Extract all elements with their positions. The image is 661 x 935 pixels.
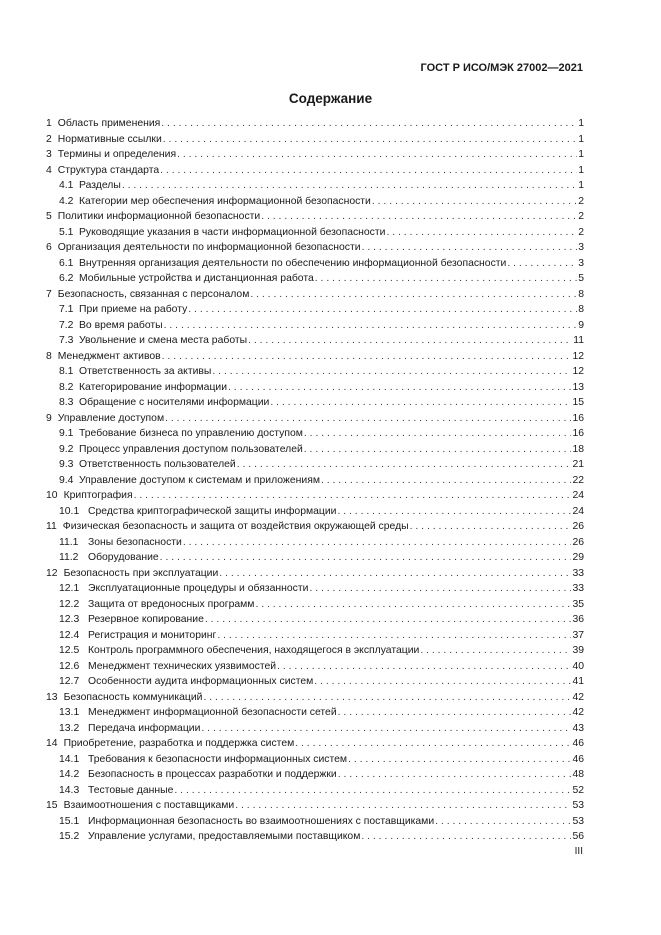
document-code: ГОСТ Р ИСО/МЭК 27002—2021 [420, 62, 583, 74]
toc-entry-number: 8.2 [59, 381, 74, 393]
toc-dot-leader [410, 521, 572, 532]
toc-entry-title: Менеджмент активов [57, 350, 161, 362]
toc-entry-page: 48 [572, 769, 584, 780]
toc-entry-title: Термины и определения [57, 149, 177, 160]
toc-entry-number: 11 [46, 521, 57, 532]
toc-entry-page: 39 [572, 645, 584, 656]
toc-entry-number: 10 [46, 490, 58, 501]
toc-section-entry[interactable] [46, 413, 584, 429]
toc-dot-leader [162, 351, 572, 362]
toc-entry-number: 2 [46, 133, 52, 145]
toc-entry-title: Приобретение, разработка и поддержка систем [63, 738, 295, 749]
toc-entry-title: Во время работы [79, 319, 163, 331]
toc-entry-title: Разделы [79, 180, 121, 191]
toc-dot-leader [304, 428, 572, 439]
toc-entry-number: 13.2 [59, 722, 80, 734]
toc-subsection-entry[interactable] [46, 382, 584, 398]
toc-dot-leader [177, 149, 577, 160]
table-of-contents [46, 118, 584, 847]
toc-subsection-entry[interactable] [46, 676, 584, 692]
toc-subsection-entry[interactable] [46, 785, 584, 801]
toc-entry-title: Особенности аудита информационных систем [88, 676, 314, 687]
toc-dot-leader [338, 769, 572, 780]
toc-subsection-entry[interactable] [46, 227, 584, 243]
toc-subsection-entry[interactable] [46, 769, 584, 785]
toc-dot-leader [348, 754, 571, 765]
toc-dot-leader [255, 599, 571, 610]
toc-entry-page: 26 [572, 521, 584, 532]
toc-dot-leader [219, 568, 571, 579]
toc-entry-number: 13.1 [59, 707, 80, 718]
toc-entry-number: 14.3 [59, 784, 80, 796]
toc-entry-title: Область применения [57, 118, 161, 129]
toc-entry-page: 18 [572, 443, 584, 455]
toc-entry-number: 4.1 [59, 180, 74, 191]
toc-entry-page: 1 [578, 118, 584, 129]
toc-subsection-entry[interactable] [46, 537, 584, 553]
toc-entry-title: Структура стандарта [57, 164, 160, 176]
toc-dot-leader [372, 196, 577, 207]
toc-section-entry[interactable] [46, 165, 584, 181]
toc-entry-number: 12.4 [59, 629, 80, 641]
toc-entry-page: 1 [578, 133, 584, 145]
toc-subsection-entry[interactable] [46, 816, 584, 832]
toc-dot-leader [261, 211, 577, 222]
toc-entry-page: 16 [572, 412, 584, 424]
toc-section-entry[interactable] [46, 351, 584, 367]
toc-subsection-entry[interactable] [46, 304, 584, 320]
toc-entry-title: Безопасность, связанная с персоналом [57, 288, 250, 300]
toc-entry-title: Передача информации [88, 722, 201, 734]
toc-dot-leader [338, 707, 572, 718]
toc-dot-leader [201, 723, 571, 734]
toc-dot-leader [309, 583, 571, 594]
toc-dot-leader [362, 242, 578, 253]
toc-subsection-entry[interactable] [46, 320, 584, 336]
toc-subsection-entry[interactable] [46, 614, 584, 630]
toc-section-entry[interactable] [46, 242, 584, 258]
toc-entry-number: 12 [46, 567, 58, 579]
toc-dot-leader [164, 320, 578, 331]
toc-entry-number: 1 [46, 118, 52, 129]
toc-entry-number: 11.1 [59, 536, 79, 548]
toc-dot-leader [183, 537, 572, 548]
toc-entry-page: 53 [572, 815, 584, 827]
toc-subsection-entry[interactable] [46, 661, 584, 677]
toc-entry-title: Средства криптографической защиты информации [88, 505, 337, 517]
toc-entry-title: При приеме на работу [79, 304, 188, 315]
toc-entry-title: Внутренняя организация деятельности по обеспечению информационной безопасности [79, 257, 507, 269]
toc-subsection-entry[interactable] [46, 707, 584, 723]
toc-dot-leader [228, 382, 571, 393]
toc-entry-title: Категории мер обеспечения информационной безопасности [79, 195, 371, 207]
toc-entry-title: Требование бизнеса по управлению доступом [79, 428, 303, 439]
toc-entry-title: Требования к безопасности информационных систем [88, 753, 348, 765]
toc-entry-number: 7.3 [59, 335, 74, 346]
toc-entry-title: Безопасность коммуникаций [63, 691, 203, 703]
toc-subsection-entry[interactable] [46, 583, 584, 599]
toc-entry-title: Защита от вредоносных программ [88, 598, 255, 610]
toc-subsection-entry[interactable] [46, 831, 584, 847]
toc-entry-page: 3 [578, 257, 584, 269]
toc-entry-title: Увольнение и смена места работы [79, 335, 248, 346]
toc-entry-number: 6.1 [59, 257, 74, 269]
toc-dot-leader [314, 676, 571, 687]
toc-dot-leader [337, 506, 571, 517]
toc-subsection-entry[interactable] [46, 258, 584, 274]
toc-dot-leader [235, 800, 571, 811]
toc-entry-page: 41 [572, 676, 584, 687]
toc-dot-leader [212, 366, 571, 377]
toc-section-entry[interactable] [46, 211, 584, 227]
toc-dot-leader [270, 397, 571, 408]
toc-entry-page: 2 [578, 226, 584, 238]
toc-section-entry[interactable] [46, 568, 584, 584]
toc-entry-number: 15.1 [59, 815, 80, 827]
toc-entry-title: Организация деятельности по информационной безопасности [57, 242, 361, 253]
toc-subsection-entry[interactable] [46, 754, 584, 770]
toc-entry-page: 1 [578, 149, 584, 160]
toc-entry-title: Обращение с носителями информации [79, 397, 270, 408]
toc-entry-title: Безопасность при эксплуатации [63, 567, 219, 579]
toc-entry-number: 8.1 [59, 366, 74, 377]
toc-entry-number: 7.1 [59, 304, 74, 315]
toc-entry-title: Менеджмент технических уязвимостей [88, 660, 277, 672]
toc-entry-title: Категорирование информации [79, 381, 228, 393]
toc-entry-page: 35 [572, 598, 584, 610]
toc-entry-title: Тестовые данные [88, 784, 174, 796]
toc-dot-leader [295, 738, 571, 749]
toc-entry-title: Взаимоотношения с поставщиками [63, 800, 235, 811]
toc-entry-page: 53 [572, 800, 584, 811]
toc-subsection-entry[interactable] [46, 459, 584, 475]
toc-subsection-entry[interactable] [46, 506, 584, 522]
toc-entry-page: 8 [578, 288, 584, 300]
toc-entry-page: 24 [572, 490, 584, 501]
toc-subsection-entry[interactable] [46, 552, 584, 568]
toc-entry-number: 9.1 [59, 428, 74, 439]
toc-entry-page: 1 [578, 164, 584, 176]
toc-entry-number: 15 [46, 800, 58, 811]
toc-entry-number: 9 [46, 412, 52, 424]
toc-entry-number: 12.6 [59, 660, 80, 672]
toc-entry-number: 8 [46, 350, 52, 362]
toc-entry-page: 13 [572, 381, 584, 393]
toc-dot-leader [160, 165, 577, 176]
toc-entry-number: 13 [46, 691, 58, 703]
toc-entry-title: Информационная безопасность во взаимоотношениях с поставщиками [88, 815, 435, 827]
toc-dot-leader [250, 289, 577, 300]
toc-entry-number: 4.2 [59, 195, 74, 207]
toc-section-entry[interactable] [46, 134, 584, 150]
toc-dot-leader [205, 614, 572, 625]
toc-section-entry[interactable] [46, 521, 584, 537]
toc-section-entry[interactable] [46, 800, 584, 816]
toc-dot-leader [386, 227, 577, 238]
toc-entry-title: Процесс управления доступом пользователей [79, 443, 303, 455]
toc-subsection-entry[interactable] [46, 444, 584, 460]
toc-entry-number: 11.2 [59, 552, 79, 563]
toc-subsection-entry[interactable] [46, 366, 584, 382]
toc-entry-page: 12 [572, 350, 584, 362]
toc-entry-page: 42 [572, 707, 584, 718]
toc-entry-title: Резервное копирование [88, 614, 204, 625]
toc-subsection-entry[interactable] [46, 335, 584, 351]
toc-dot-leader [304, 444, 572, 455]
toc-entry-page: 21 [572, 459, 584, 470]
toc-dot-leader [435, 816, 571, 827]
toc-entry-page: 8 [578, 304, 584, 315]
toc-entry-number: 12.1 [59, 583, 80, 594]
toc-entry-page: 12 [572, 366, 584, 377]
toc-section-entry[interactable] [46, 118, 584, 134]
toc-entry-page: 42 [572, 691, 584, 703]
toc-section-entry[interactable] [46, 692, 584, 708]
toc-entry-title: Управление доступом [57, 412, 165, 424]
toc-dot-leader [160, 552, 572, 563]
toc-entry-number: 3 [46, 149, 52, 160]
toc-entry-page: 46 [572, 738, 584, 749]
toc-entry-page: 52 [572, 784, 584, 796]
toc-subsection-entry[interactable] [46, 273, 584, 289]
toc-entry-page: 36 [572, 614, 584, 625]
toc-entry-title: Политики информационной безопасности [57, 211, 261, 222]
toc-subsection-entry[interactable] [46, 630, 584, 646]
toc-entry-number: 6 [46, 242, 52, 253]
toc-dot-leader [361, 831, 571, 842]
toc-entry-page: 16 [572, 428, 584, 439]
toc-entry-number: 14.1 [59, 753, 80, 765]
toc-entry-page: 2 [578, 195, 584, 207]
toc-entry-page: 24 [572, 505, 584, 517]
toc-entry-number: 14.2 [59, 769, 80, 780]
toc-entry-title: Контроль программного обеспечения, находящегося в эксплуатации [88, 645, 420, 656]
toc-entry-number: 15.2 [59, 831, 80, 842]
toc-subsection-entry[interactable] [46, 723, 584, 739]
toc-entry-number: 14 [46, 738, 58, 749]
page-number: III [574, 846, 583, 857]
toc-entry-title: Регистрация и мониторинг [88, 629, 217, 641]
toc-entry-page: 5 [578, 273, 584, 284]
toc-entry-page: 9 [578, 319, 584, 331]
toc-entry-number: 9.2 [59, 443, 74, 455]
toc-entry-title: Физическая безопасность и защита от воздействия окружающей среды [62, 521, 409, 532]
toc-entry-title: Ответственность за активы [79, 366, 212, 377]
toc-subsection-entry[interactable] [46, 180, 584, 196]
toc-dot-leader [122, 180, 577, 191]
toc-entry-page: 33 [572, 567, 584, 579]
toc-entry-number: 4 [46, 164, 52, 176]
toc-entry-title: Нормативные ссылки [57, 133, 162, 145]
toc-entry-number: 5 [46, 211, 52, 222]
toc-subsection-entry[interactable] [46, 475, 584, 491]
toc-entry-number: 12.3 [59, 614, 80, 625]
toc-dot-leader [203, 692, 571, 703]
toc-entry-page: 26 [572, 536, 584, 548]
toc-entry-page: 1 [578, 180, 584, 191]
toc-dot-leader [507, 258, 577, 269]
toc-entry-title: Руководящие указания в части информационной безопасности [79, 226, 386, 238]
toc-dot-leader [161, 118, 577, 129]
toc-entry-title: Криптография [63, 490, 133, 501]
toc-dot-leader [165, 413, 571, 424]
toc-section-entry[interactable] [46, 738, 584, 754]
toc-entry-title: Оборудование [88, 552, 159, 563]
toc-entry-number: 10.1 [59, 505, 80, 517]
toc-dot-leader [321, 475, 571, 486]
toc-entry-title: Управление доступом к системам и приложениям [79, 474, 320, 486]
toc-subsection-entry[interactable] [46, 428, 584, 444]
toc-entry-number: 9.3 [59, 459, 74, 470]
toc-entry-number: 9.4 [59, 474, 74, 486]
toc-dot-leader [248, 335, 572, 346]
toc-entry-number: 12.5 [59, 645, 80, 656]
toc-entry-page: 43 [572, 722, 584, 734]
toc-entry-title: Зоны безопасности [88, 536, 182, 548]
toc-dot-leader [315, 273, 577, 284]
toc-entry-title: Безопасность в процессах разработки и поддержки [88, 769, 337, 780]
toc-dot-leader [163, 134, 577, 145]
toc-dot-leader [134, 490, 572, 501]
toc-entry-number: 7 [46, 288, 52, 300]
toc-subsection-entry[interactable] [46, 196, 584, 212]
toc-entry-number: 12.2 [59, 598, 80, 610]
toc-entry-page: 15 [572, 397, 584, 408]
toc-entry-page: 33 [572, 583, 584, 594]
toc-entry-title: Ответственность пользователей [79, 459, 236, 470]
toc-entry-page: 22 [572, 474, 584, 486]
toc-subsection-entry[interactable] [46, 599, 584, 615]
toc-entry-number: 7.2 [59, 319, 74, 331]
toc-section-entry[interactable] [46, 149, 584, 165]
toc-entry-number: 6.2 [59, 273, 74, 284]
toc-dot-leader [217, 630, 571, 641]
toc-subsection-entry[interactable] [46, 397, 584, 413]
toc-entry-page: 40 [572, 660, 584, 672]
toc-section-entry[interactable] [46, 490, 584, 506]
toc-entry-page: 46 [572, 753, 584, 765]
toc-entry-title: Мобильные устройства и дистанционная работа [79, 273, 314, 284]
toc-dot-leader [237, 459, 572, 470]
toc-entry-number: 8.3 [59, 397, 74, 408]
toc-subsection-entry[interactable] [46, 645, 584, 661]
toc-entry-page: 3 [578, 242, 584, 253]
toc-dot-leader [277, 661, 571, 672]
toc-dot-leader [420, 645, 571, 656]
toc-entry-title: Эксплуатационные процедуры и обязанности [88, 583, 309, 594]
toc-dot-leader [188, 304, 577, 315]
toc-entry-page: 29 [572, 552, 584, 563]
toc-entry-number: 5.1 [59, 226, 74, 238]
toc-entry-page: 2 [578, 211, 584, 222]
toc-dot-leader [174, 785, 571, 796]
toc-entry-page: 11 [573, 335, 584, 346]
page-title: Содержание [288, 91, 373, 106]
toc-entry-title: Менеджмент информационной безопасности сетей [88, 707, 337, 718]
toc-entry-number: 12.7 [59, 676, 80, 687]
toc-entry-title: Управление услугами, предоставляемыми поставщиком [88, 831, 361, 842]
toc-section-entry[interactable] [46, 289, 584, 305]
toc-entry-page: 37 [572, 629, 584, 641]
toc-entry-page: 56 [572, 831, 584, 842]
